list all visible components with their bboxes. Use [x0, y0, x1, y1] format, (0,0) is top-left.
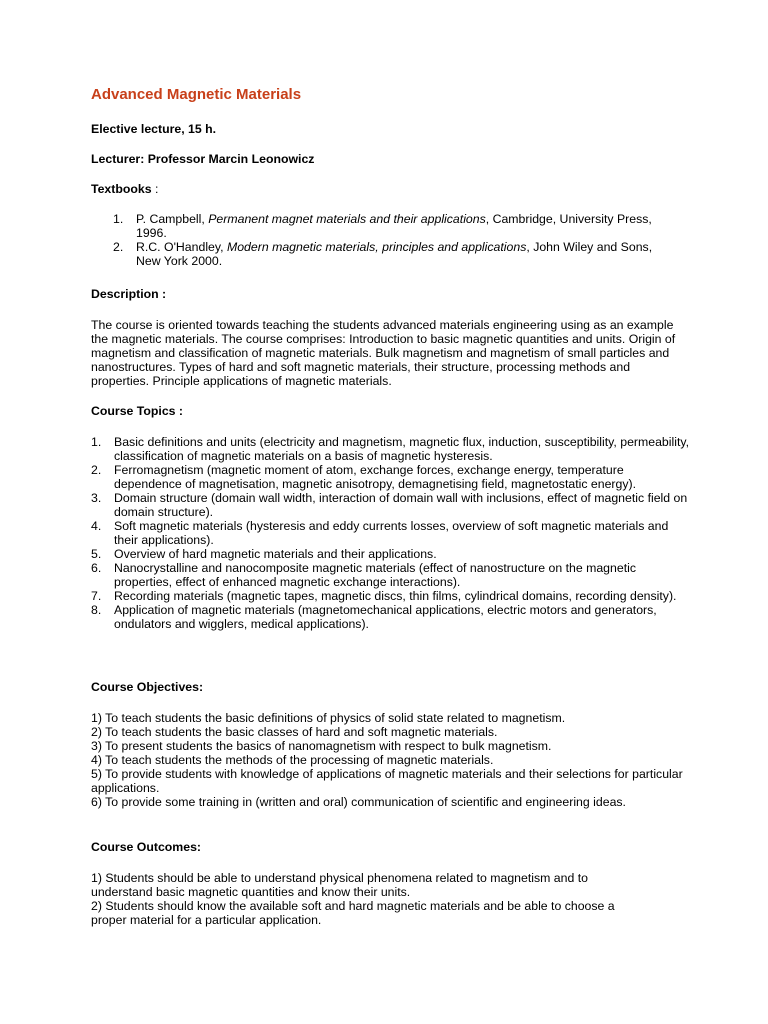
textbook-title: Modern magnetic materials, principles and applications — [226, 240, 527, 254]
topic-number: 6. — [91, 561, 102, 575]
outcomes-list — [91, 871, 651, 927]
topic-item — [91, 547, 691, 561]
topic-text: Ferromagnetism (magnetic moment of atom, exchange forces, exchange energy, temperature dependence of magnetisation, magnetic anisotropy, demagnetising field, magnetostatic energy). — [114, 463, 637, 491]
topic-text: Overview of hard magnetic materials and their applications. — [114, 547, 437, 561]
objective-item: 3) To present students the basics of nanomagnetism with respect to bulk magnetism. — [91, 739, 552, 753]
objective-item: 6) To provide some training in (written and oral) communication of scientific and engineering ideas. — [91, 795, 626, 809]
description-heading: Description : — [91, 287, 167, 301]
textbook-author: R.C. O'Handley, — [136, 240, 227, 254]
topic-item — [91, 603, 691, 631]
topic-text: Nanocrystalline and nanocomposite magnetic materials (effect of nanostructure on the magnetic properties, effect of enhanced magnetic exchange interactions). — [114, 561, 636, 589]
topic-text: Application of magnetic materials (magnetomechanical applications, electric motors and generators, ondulators and wigglers, medical applications). — [114, 603, 657, 631]
topic-number: 7. — [91, 589, 102, 603]
topic-item — [91, 463, 691, 491]
topic-number: 3. — [91, 491, 102, 505]
textbook-author: P. Campbell, — [136, 212, 209, 226]
description-text: The course is oriented towards teaching the students advanced materials engineering using as an example the magnetic materials. The course comprises: Introduction to basic magnetic quantities and units. Origin of magnetism and classification of magnetic materials. Bulk magnetism and magnetism of small particles and nanostructures. Types of hard and soft magnetic materials, their structure, processing methods and properties. Principle applications of magnetic materials. — [91, 318, 676, 388]
outcome-item: 1) Students should be able to understand physical phenomena related to magnetism and to understand basic magnetic quantities and know their units. — [91, 871, 588, 899]
textbook-publisher: , John Wiley and Sons, New York 2000. — [136, 240, 653, 268]
topic-item — [91, 491, 691, 519]
objectives-heading: Course Objectives: — [91, 680, 204, 694]
textbook-number: 1. — [113, 212, 124, 226]
topic-number: 2. — [91, 463, 102, 477]
objective-item: 5) To provide students with knowledge of applications of magnetic materials and their selections for particular applications. — [91, 767, 683, 795]
textbooks-heading — [91, 182, 158, 196]
topic-text: Soft magnetic materials (hysteresis and eddy currents losses, overview of soft magnetic materials and their applications). — [114, 519, 669, 547]
topic-number: 4. — [91, 519, 102, 533]
lecturer-line: Lecturer: Professor Marcin Leonowicz — [91, 152, 315, 166]
textbook-item — [113, 240, 673, 268]
textbook-number: 2. — [113, 240, 124, 254]
objective-item: 4) To teach students the methods of the processing of magnetic materials. — [91, 753, 494, 767]
elective-line: Elective lecture, 15 h. — [91, 122, 217, 136]
outcomes-heading: Course Outcomes: — [91, 840, 202, 854]
topic-text: Domain structure (domain wall width, interaction of domain wall with inclusions, effect of magnetic field on domain structure). — [114, 491, 688, 519]
textbook-publisher: , Cambridge, University Press, 1996. — [136, 212, 652, 240]
topic-item — [91, 589, 691, 603]
textbooks-heading-label: Textbooks — [91, 182, 152, 196]
topic-number: 8. — [91, 603, 102, 617]
objectives-list — [91, 711, 691, 809]
topic-number: 5. — [91, 547, 102, 561]
textbook-title: Permanent magnet materials and their applications — [208, 212, 486, 226]
objective-item: 2) To teach students the basic classes of hard and soft magnetic materials. — [91, 725, 498, 739]
textbooks-heading-colon: : — [151, 182, 159, 196]
topic-text: Basic definitions and units (electricity and magnetism, magnetic flux, induction, susceptibility, permeability, classification of magnetic materials on a basis of magnetic hysteresis. — [114, 435, 690, 463]
objective-item: 1) To teach students the basic definitions of physics of solid state related to magnetism. — [91, 711, 566, 725]
outcome-item: 2) Students should know the available soft and hard magnetic materials and be able to choose a proper material for a particular application. — [91, 899, 615, 927]
textbook-item — [113, 212, 673, 240]
topics-heading: Course Topics : — [91, 404, 184, 418]
topic-item — [91, 519, 691, 547]
topics-list — [91, 435, 691, 631]
textbooks-list — [113, 212, 673, 268]
topic-text: Recording materials (magnetic tapes, magnetic discs, thin films, cylindrical domains, recording density). — [114, 589, 677, 603]
document-title: Advanced Magnetic Materials — [91, 86, 302, 103]
topic-item — [91, 561, 691, 589]
topic-item — [91, 435, 691, 463]
topic-number: 1. — [91, 435, 102, 449]
